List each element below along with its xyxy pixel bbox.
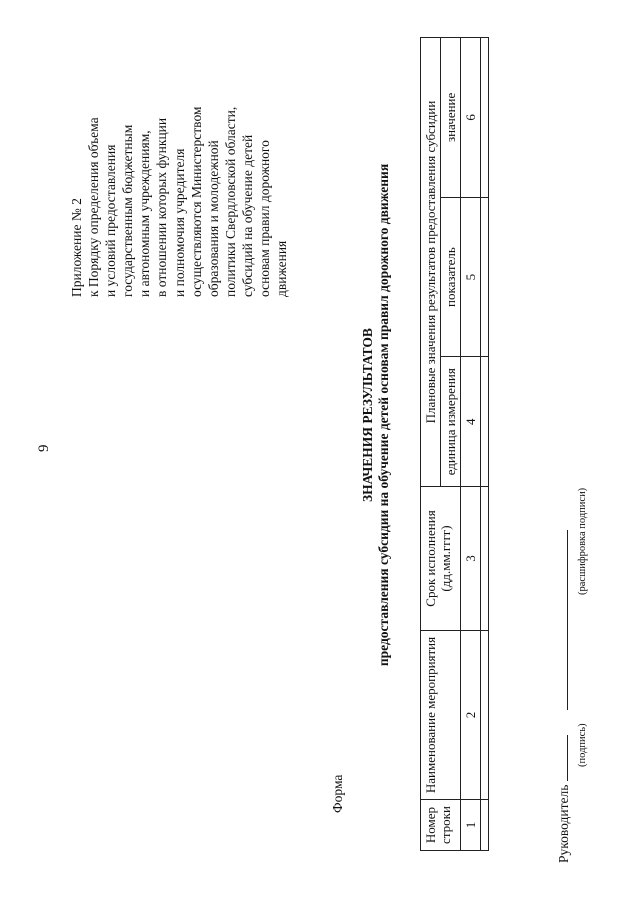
results-table [420, 37, 489, 851]
signature-decoding-caption: (расшифровка подписи) [577, 487, 588, 595]
appendix-line: основам правил дорожного [257, 140, 273, 297]
signature-decoding-blank [555, 530, 568, 710]
column-number: 1 [461, 800, 481, 851]
column-numbers-row [461, 38, 481, 851]
column-number: 3 [461, 487, 481, 631]
appendix-line: образования и молодежной [205, 140, 221, 297]
appendix-line: к Порядку определения объема [86, 117, 102, 297]
signature-blank [555, 735, 568, 781]
appendix-line: движения [274, 240, 290, 297]
appendix-line: и полномочия учредителя [171, 148, 187, 297]
header-event-name: Наименование мероприятия [421, 631, 461, 800]
title-line-2: предоставления субсидии на обучение детей основам правил дорожного движения [376, 163, 391, 667]
appendix-line: осуществляются Министерством [188, 106, 204, 297]
table-cell [481, 357, 489, 487]
signature-label: Руководитель [556, 784, 571, 863]
document-title [360, 45, 392, 785]
table-row [481, 38, 489, 851]
table-cell [481, 197, 489, 357]
appendix-block [68, 37, 290, 297]
page-number: 9 [36, 444, 52, 452]
appendix-line: государственным бюджетным [120, 124, 136, 297]
table-cell [481, 631, 489, 800]
appendix-line: и условий предоставления [103, 144, 119, 297]
header-unit: единица измерения [441, 357, 461, 487]
table-cell [481, 38, 489, 198]
form-label: Форма [330, 774, 345, 813]
column-number: 4 [461, 357, 481, 487]
appendix-line: в отношении которых функции [154, 117, 170, 297]
header-indicator: показатель [441, 197, 461, 357]
header-row-number: Номер строки [421, 800, 461, 851]
column-number: 5 [461, 197, 481, 357]
table-cell [481, 487, 489, 631]
header-value: значение [441, 38, 461, 198]
appendix-line: и автономным учреждениям, [137, 130, 153, 297]
column-number: 6 [461, 38, 481, 198]
signature-caption: (подпись) [577, 723, 588, 767]
header-planned-values: Плановые значения результатов предоставления субсидии [421, 38, 441, 487]
title-line-1: ЗНАЧЕНИЯ РЕЗУЛЬТАТОВ [360, 328, 375, 502]
appendix-line: субсидий на обучение детей [239, 134, 255, 297]
appendix-line: политики Свердловской области, [222, 106, 238, 297]
header-deadline: Срок исполнения (дд.мм.гггг) [421, 487, 461, 631]
signature-line [555, 530, 572, 863]
appendix-line: Приложение № 2 [69, 198, 84, 297]
column-number: 2 [461, 631, 481, 800]
table-cell [481, 800, 489, 851]
